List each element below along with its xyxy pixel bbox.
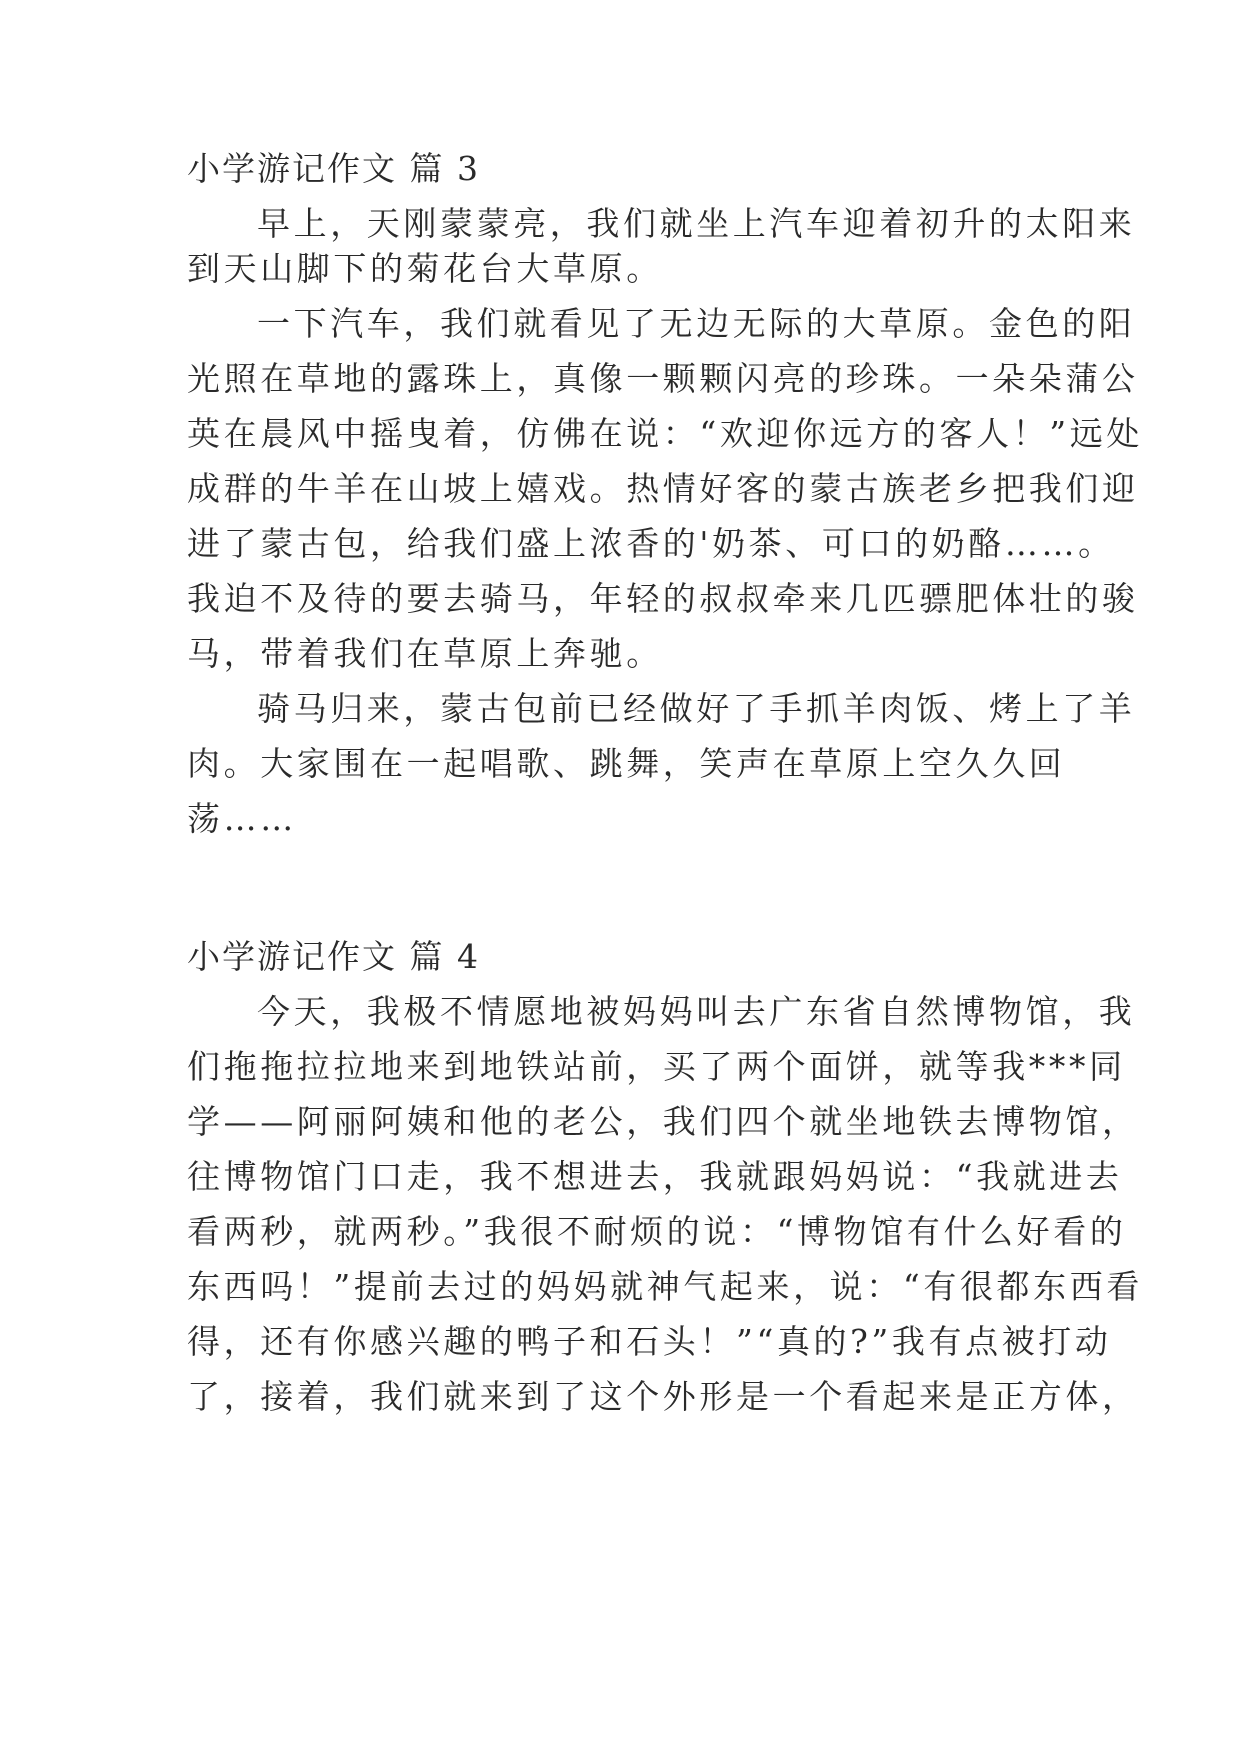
paragraph-line: 得，还有你感兴趣的鸭子和石头！”“真的?”我有点被打动: [187, 1322, 1112, 1361]
paragraph-line: 光照在草地的露珠上，真像一颗颗闪亮的珍珠。一朵朵蒲公: [187, 359, 1139, 398]
paragraph-line: 了，接着，我们就来到了这个外形是一个看起来是正方体，: [187, 1377, 1139, 1416]
paragraph-line: 荡……: [187, 799, 297, 838]
paragraph-line: 到天山脚下的菊花台大草原。: [187, 249, 663, 288]
paragraph-line: 往博物馆门口走，我不想进去，我就跟妈妈说：“我就进去: [187, 1157, 1123, 1196]
paragraph-line: 早上，天刚蒙蒙亮，我们就坐上汽车迎着初升的太阳来: [257, 204, 1136, 243]
paragraph-line: 进了蒙古包，给我们盛上浓香的'奶茶、可口的奶酪……。: [187, 524, 1115, 563]
paragraph-line: 肉。大家围在一起唱歌、跳舞，笑声在草原上空久久回: [187, 744, 1066, 783]
paragraph-line: 们拖拖拉拉地来到地铁站前，买了两个面饼，就等我***同: [187, 1047, 1126, 1086]
paragraph-line: 我迫不及待的要去骑马，年轻的叔叔牵来几匹骠肥体壮的骏: [187, 579, 1139, 618]
section-heading: 小学游记作文 篇 4: [187, 937, 480, 976]
paragraph-line: 今天，我极不情愿地被妈妈叫去广东省自然博物馆，我: [257, 992, 1136, 1031]
paragraph-line: 东西吗！”提前去过的妈妈就神气起来，说：“有很都东西看: [187, 1267, 1143, 1306]
paragraph-line: 成群的牛羊在山坡上嬉戏。热情好客的蒙古族老乡把我们迎: [187, 469, 1139, 508]
paragraph-line: 看两秒，就两秒。”我很不耐烦的说：“博物馆有什么好看的: [187, 1212, 1127, 1251]
paragraph-line: 马，带着我们在草原上奔驰。: [187, 634, 663, 673]
section-heading: 小学游记作文 篇 3: [187, 149, 480, 188]
paragraph-line: 学——阿丽阿姨和他的老公，我们四个就坐地铁去博物馆，: [187, 1102, 1139, 1141]
paragraph-line: 英在晨风中摇曳着，仿佛在说：“欢迎你远方的客人！”远处: [187, 414, 1143, 453]
paragraph-line: 一下汽车，我们就看见了无边无际的大草原。金色的阳: [257, 304, 1136, 343]
paragraph-line: 骑马归来，蒙古包前已经做好了手抓羊肉饭、烤上了羊: [257, 689, 1136, 728]
